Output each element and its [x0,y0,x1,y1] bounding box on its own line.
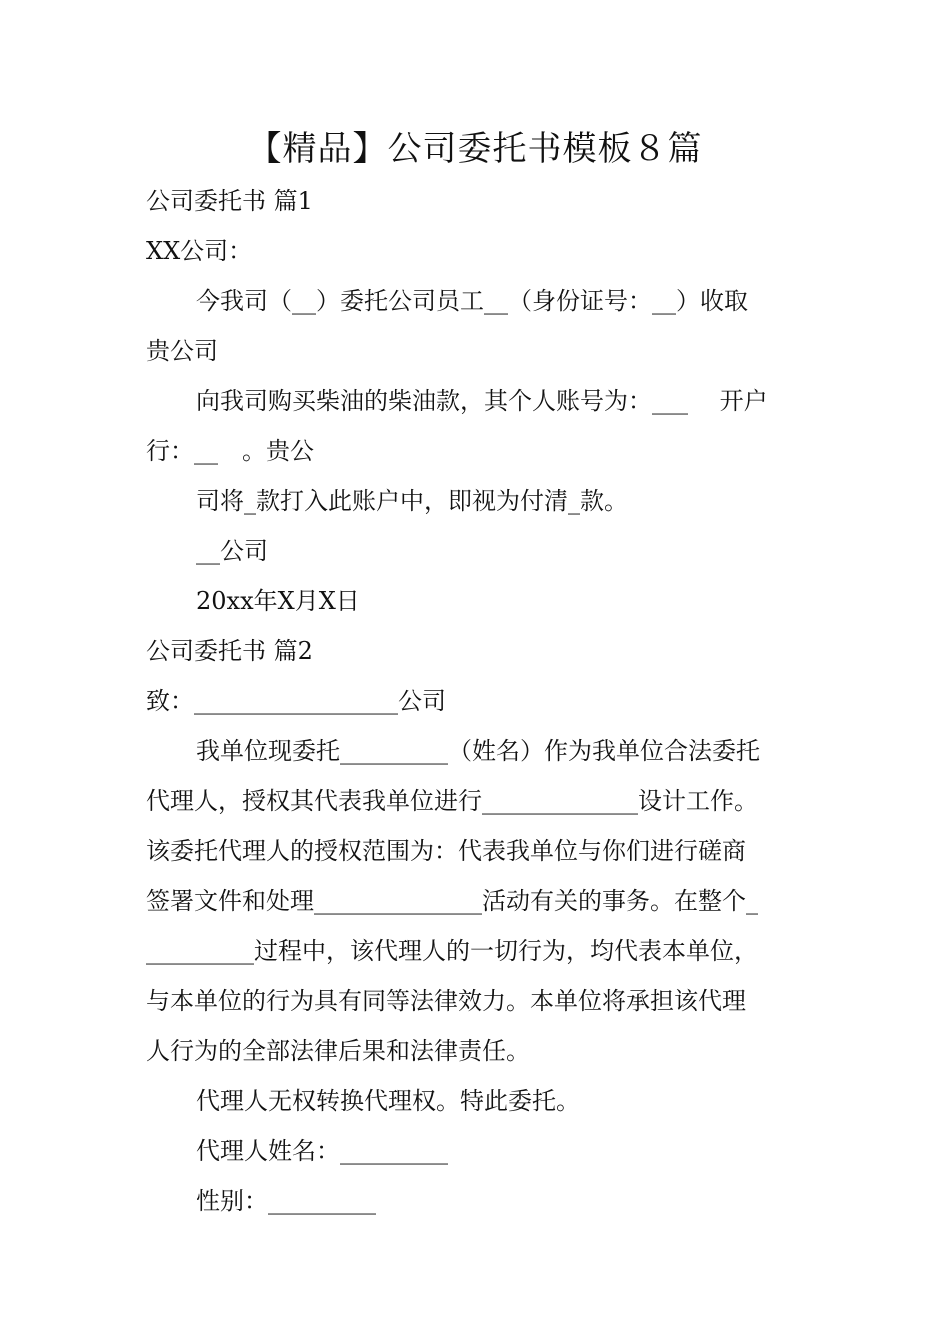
text-line: __公司 [196,537,268,565]
text-line: 代理人无权转换代理权。特此委托。 [196,1087,580,1115]
document-body [146,176,811,1226]
text-line: 行：__ 。贵公 [146,437,314,465]
text-line: XX公司： [146,237,253,265]
text-line: 人行为的全部法律后果和法律责任。 [146,1037,530,1065]
text-line: _________过程中，该代理人的一切行为，均代表本单位， [146,937,758,965]
document-title: 【精品】公司委托书模板８篇 [247,129,703,169]
text-line: 20xx年X月X日 [196,587,360,615]
text-line: 公司委托书 篇1 [146,187,313,215]
text-line: 公司委托书 篇2 [146,637,313,665]
text-line: 性别：_________ [196,1187,376,1215]
text-line: 代理人姓名：_________ [196,1137,448,1165]
text-line: 签署文件和处理______________活动有关的事务。在整个_ [146,887,758,915]
text-line: 代理人，授权其代表我单位进行_____________设计工作。 [146,787,758,815]
text-line: 该委托代理人的授权范围为：代表我单位与你们进行磋商 [146,837,746,865]
text-line: 我单位现委托_________（姓名）作为我单位合法委托 [196,737,760,765]
text-line: 司将_款打入此账户中，即视为付清_款。 [196,487,628,515]
text-line: 向我司购买柴油的柴油款，其个人账号为：___ 开户 [196,387,768,415]
text-line: 贵公司 [146,337,218,365]
text-line: 今我司（__）委托公司员工__（身份证号：__）收取 [196,287,748,315]
text-line: 与本单位的行为具有同等法律效力。本单位将承担该代理 [146,987,746,1015]
text-line: 致：_________________公司 [146,687,446,715]
